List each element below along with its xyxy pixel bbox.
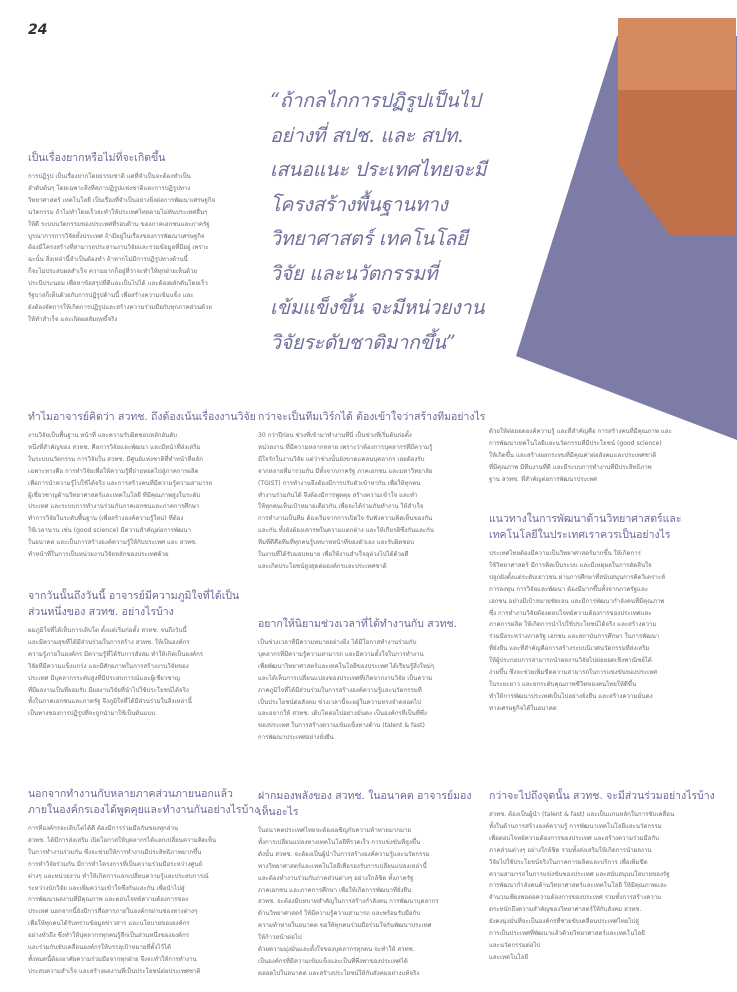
section-heading: กว่าจะเป็นทีมเวิร์กได้ ต้องเข้าใจว่าสร้างทีมอย่างไร xyxy=(258,411,486,423)
section-10 xyxy=(489,788,715,964)
section-heading: ทำไมอาจารย์คิดว่า สวทช. ถึงต้องเน้นเรื่องงานวิจัย xyxy=(28,411,256,423)
section-heading: ฝากมองพลังของ สวทช. ในอนาคต อาจารย์มอง เห็นอะไร xyxy=(258,790,472,818)
section-body: การที่องค์กรจะเติบโตได้ดี ต้องมีการร่วมมือกันของทุกส่วน สวทช. ได้มีการส่งเสริม เปิดโอกาสให้บุคลากรได้แลกเปลี่ยนความคิดเห็น ในการทำงานร่วมกัน ซึ่งจะช่วยให้การทำงานมีประสิทธิภาพมากขึ้น การทำวิจัยร่วมกัน มีการทำโครงการที่เป็นความร่วมมือระหว่างศูนย์ ต่างๆ และหน่วยงาน ทำให้เกิดการแลกเปลี่ยนความรู้และประสบการณ์ ระหว่างนักวิจัย และเพิ่มความเข้าใจซึ่งกันและกัน เพื่อนำไปสู่ การพัฒนาผลงานที่มีคุณภาพ และตอบโจทย์ความต้องการของ ประเทศ นอกจากนี้ยังมีการสื่อสารภายในองค์กรผ่านช่องทางต่างๆ เพื่อให้ทุกคนได้รับทราบข้อมูลข่าวสาร และนโยบายขององค์กร อย่างทั่วถึง ซึ่งทำให้บุคลากรทุกคนรู้สึกเป็นส่วนหนึ่งขององค์กร และร่วมกันขับเคลื่อนองค์กรให้บรรลุเป้าหมายที่ตั้งไว้ได้ ทั้งหมดนี้ต้องอาศัยความร่วมมือจากทุกฝ่าย จึงจะทำให้การทำงาน ประสบความสำเร็จ และสร้างผลงานที่เป็นประโยชน์ต่อประเทศชาติ xyxy=(28,825,217,975)
section-heading: เป็นเรื่องยากหรือไม่ที่จะเกิดขึ้น xyxy=(28,152,166,164)
pull-quote-line: อย่างที่ สปช. และ สปท. xyxy=(270,123,464,147)
pull-quote-line: วิจัย และนวัตกรรมที่ xyxy=(270,261,438,285)
pull-quote-line: วิจัยระดับชาติมากขึ้น” xyxy=(270,330,456,354)
section-heading: กว่าจะไปถึงจุดนั้น สวทช. จะมีส่วนร่วมอย่างไรบ้าง xyxy=(489,790,715,802)
section-3 xyxy=(28,588,250,720)
section-body: ด้วยให้ต่อยอดองค์ความรู้ และที่สำคัญคือ การสร้างคนที่มีคุณภาพ และ การพัฒนาเทคโนโลยีและนวัตกรรมที่มีประโยชน์ (good science) ให้เกิดขึ้น และสร้างผลกระทบที่มีคุณค่าต่อสังคมและประเทศชาติ ที่มีคุณภาพ มีทีมงานที่ดี และมีระบบการทำงานที่มีประสิทธิภาพ ฐาน สวทช. ที่สำคัญต่อการพัฒนาประเทศ xyxy=(489,428,672,483)
pull-quote-line: โครงสร้างพื้นฐานทาง xyxy=(270,192,448,216)
section-body: การปฏิรูป เป็นเรื่องยากโดยธรรมชาติ แต่ที่จำเป็นจะต้องทำเป็น ลำดับต้นๆ โดยเฉพาะสิ่งที่สภาปฏิรูปแห่งชาติและการปฏิรูปทาง วิทยาศาสตร์ เทคโนโลยี เป็นเรื่องที่จำเป็นอย่างยิ่งต่อการพัฒนาเศรษฐกิจ นวัตกรรม ถ้าไม่ทำโดยเร็วจะทำให้ประเทศไทยตามไม่ทันประเทศอื่นๆ ให้ดี ระบบนวัตกรรมของประเทศที่รอบด้าน ของภาคเอกชนและภาครัฐ บูรณาการการวิจัยทั้งประเทศ ถ้ามีอยู่ในเรื่องของการพัฒนาเศรษฐกิจ ต้องมีโครงสร้างที่สามารถประสานงานวิจัยและรวมข้อมูลที่มีอยู่ เพราะ ฉะนั้น สิ่งเหล่านี้จำเป็นต้องทำ ถ้าหากไม่มีการปฏิรูปทางด้านนี้ ก็จะไม่ประสบผลสำเร็จ ความยากก็อยู่ที่ว่าจะทำให้ทุกฝ่ายเห็นด้วย ประนีประนอม เพื่อหาข้อสรุปที่ดีและเป็นไปได้ และต้องผลักดันโดยเร็ว รัฐบาลก็เห็นด้วยกับการปฏิรูปด้านนี้ เพื่อสร้างความเข้มแข็ง และ ยังต้องจัดการให้เกิดการปฏิรูปและสร้างความร่วมมือกับทุกภาคส่วนด้วย ให้ทำสำเร็จ และเกิดผลสัมฤทธิ์จริง xyxy=(28,173,216,323)
section-1 xyxy=(28,150,250,326)
section-heading: อยากให้นิยามช่วงเวลาที่ได้ทำงานกับ สวทช. xyxy=(258,618,457,630)
section-2 xyxy=(28,409,256,561)
section-5 xyxy=(258,409,486,573)
section-4 xyxy=(28,786,260,978)
section-body: 30 กว่าปีก่อน ช่วงที่เข้ามาทำงานที่นี่ เป็นช่วงที่เริ่มต้นก่อตั้ง หน่วยงาน ที่มีความหลากหลาย เพราะว่าต้องการบุคลากรที่มีความรู้ มีใจรักในงานวิจัย แต่ว่าช่วงนั้นยังขาดแคลนบุคลากร เลยต้องรับ จากหลายที่มารวมกัน มีทั้งจากภาครัฐ ภาคเอกชน และมหาวิทยาลัย (TGIST) การทำงานจึงต้องมีการปรับตัวเข้าหากัน เพื่อให้ทุกคน ทำงานร่วมกันได้ จึงต้องมีการพูดคุย สร้างความเข้าใจ และทำ ให้ทุกคนเห็นเป้าหมายเดียวกัน เพื่อจะได้ร่วมกันทำงาน ให้สำเร็จ การทำงานเป็นทีม ต้องเริ่มจากการเปิดใจ รับฟังความคิดเห็นของกัน และกัน ทั้งยังต้องเคารพในความแตกต่าง และให้เกียรติซึ่งกันและกัน ทีมที่ดีคือทีมที่ทุกคนรู้บทบาทหน้าที่ของตัวเอง และรับผิดชอบ ในงานที่ได้รับมอบหมาย เพื่อให้งานสำเร็จลุล่วงไปได้ด้วยดี และเกิดประโยชน์สูงสุดต่อองค์กรและประเทศชาติ xyxy=(258,432,434,570)
section-body: ในอนาคตประเทศไทยจะต้องเผชิญกับความท้าทายมากมาย ทั้งการเปลี่ยนแปลงทางเทคโนโลยีที่รวดเร็ว การแข่งขันที่สูงขึ้น ดังนั้น สวทช. จะต้องเป็นผู้นำในการสร้างองค์ความรู้และนวัตกรรม ทางวิทยาศาสตร์และเทคโนโลยีเพื่อรองรับการเปลี่ยนแปลงเหล่านี้ และต้องทำงานร่วมกับภาคส่วนต่างๆ อย่างใกล้ชิด ทั้งภาครัฐ ภาคเอกชน และภาคการศึกษา เพื่อให้เกิดการพัฒนาที่ยั่งยืน สวทช. จะต้องมีบทบาทสำคัญในการสร้างกำลังคน การพัฒนาบุคลากร ด้านวิทยาศาสตร์ ให้มีความรู้ความสามารถ และพร้อมรับมือกับ ความท้าทายในอนาคต ขอให้ทุกคนร่วมมือร่วมใจกันพัฒนาประเทศ ให้ก้าวหน้าต่อไป ด้วยความมุ่งมั่นและตั้งใจของบุคลากรทุกคน จะทำให้ สวทช. เป็นองค์กรที่มีความเข้มแข็งและเป็นที่พึ่งพาของประเทศได้ ตลอดไปในอนาคต และสร้างประโยชน์ให้กับสังคมอย่างแท้จริง xyxy=(258,827,439,977)
section-heading: จากวันนั้นถึงวันนี้ อาจารย์มีความภูมิใจที่ได้เป็น ส่วนหนึ่งของ สวทช. อย่างไรบ้าง xyxy=(28,590,240,618)
pull-quote xyxy=(270,84,550,360)
pull-quote-line: “ถ้ากลไกการปฏิรูปเป็นไป xyxy=(270,89,481,112)
page-number: 24 xyxy=(28,22,48,38)
section-body: เป็นช่วงเวลาที่มีความหมายอย่างยิ่ง ได้มีโอกาสทำงานร่วมกับ บุคลากรที่มีความรู้ความสามารถ และมีความตั้งใจในการทำงาน เพื่อพัฒนาวิทยาศาสตร์และเทคโนโลยีของประเทศ ได้เรียนรู้สิ่งใหม่ๆ และได้เห็นการเปลี่ยนแปลงของประเทศที่เกิดจากงานวิจัย เป็นความ ภาคภูมิใจที่ได้มีส่วนร่วมในการสร้างองค์ความรู้และนวัตกรรมที่ เป็นประโยชน์ต่อสังคม ช่วงเวลานี้จะอยู่ในความทรงจำตลอดไป และอยากให้ สวทช. เติบโตต่อไปอย่างมั่นคง เป็นองค์กรที่เป็นที่พึ่ง ของประเทศ ในการสร้างความเข้มแข็งทางด้าน (talent & fast) การพัฒนาประเทศอย่างยั่งยืน xyxy=(258,639,435,742)
orange-square-top xyxy=(618,18,736,90)
section-heading: แนวทางในการพัฒนาด้านวิทยาศาสตร์และ เทคโนโลยีในประเทศเราควรเป็นอย่างไร xyxy=(489,513,682,541)
section-6 xyxy=(258,616,480,744)
section-body: งานวิจัยเป็นพื้นฐาน หน้าที่ และความรับผิดชอบหลักอันดับ หนึ่งที่สำคัญของ สวทช. คือการวิจัยและพัฒนา และมีหน้าที่ส่งเสริม ในระบบนวัตกรรม การวิจัยใน สวทช. มีศูนย์แห่งชาติที่ทำหน้าที่หลัก เฉพาะทางคือ การทำวิจัยเพื่อให้ความรู้ที่ถ่ายทอดไปสู่ภาคการผลิต เพื่อการนำความรู้ไปใช้ได้จริง และการสร้างคนที่มีความรู้ความสามารถ ผู้เชี่ยวชาญด้านวิทยาศาสตร์และเทคโนโลยี ที่มีคุณภาพสูงในระดับ ประเทศ และระบบการทำงานร่วมกับภาคเอกชนและภาคการศึกษา ทำการวิจัยในระดับพื้นฐาน (เพื่อสร้างองค์ความรู้ใหม่) ที่ต้อง ใช้เวลานาน เช่น (good science) มีความสำคัญต่อการพัฒนา ในอนาคต และเป็นการสร้างองค์ความรู้ให้กับประเทศ และ สวทช. ทำหน้าที่ในการเป็นหน่วยงานวิจัยหลักของประเทศด้วย xyxy=(28,432,213,559)
section-body: ผมภูมิใจที่ได้เห็นการเติบโต ตั้งแต่เริ่มก่อตั้ง สวทช. จนถึงวันนี้ และมีความสุขที่ได้มีส่วนร่วมในการสร้าง สวทช. ให้เป็นองค์กร ความรู้ภายในองค์กร มีความรู้ที่ได้รับการสั่งสม ทำให้เกิดเป็นองค์กร วิจัยที่มีความแข็งแกร่ง และมีศักยภาพในการสร้างงานวิจัยของ ประเทศ มีบุคลากรระดับสูงที่มีประสบการณ์และผู้เชี่ยวชาญ ที่มีผลงานเป็นที่ยอมรับ มีผลงานวิจัยที่นำไปใช้ประโยชน์ได้จริง ทั้งในภาคเอกชนและภาครัฐ จึงภูมิใจที่ได้มีส่วนร่วมในสิ่งเหล่านี้ เป็นทางชองการปฏิรูปที่จะถูกนำมาใช้เป็นต้นแบบ xyxy=(28,627,204,718)
section-body: ประเทศไทยต้องมีความเป็นวิทยาศาสตร์มากขึ้น ให้เกิดการ ใช้วิทยาศาสตร์ มีการคิดเป็นระบบ และมีเหตุผลในการตัดสินใจ ปลูกฝังตั้งแต่ระดับเยาวชน ผ่านการศึกษาที่สนับสนุนการคิดวิเคราะห์ การลงทุน การวิจัยและพัฒนา ต้องมีมากขึ้นทั้งจากภาครัฐและ เอกชน อย่างมีเป้าหมายชัดเจน และมีการพัฒนากำลังคนที่มีคุณภาพ ซึ่ง การทำงานวิจัยต้องตอบโจทย์ความต้องการของประเทศและ ภาคการผลิต ให้เกิดการนำไปใช้ประโยชน์ได้จริง และสร้างความ ร่วมมือระหว่างภาครัฐ เอกชน และสถาบันการศึกษา ในการพัฒนา ที่ยั่งยืน และที่สำคัญคือการสร้างระบบนิเวศนวัตกรรมที่ส่งเสริม ให้ผู้ประกอบการสามารถนำผลงานวิจัยไปต่อยอดเชิงพาณิชย์ได้ ง่ายขึ้น ซึ่งจะช่วยเพิ่มขีดความสามารถในการแข่งขันของประเทศ ในระยะยาว และยกระดับคุณภาพชีวิตของคนไทยให้ดีขึ้น ทำให้การพัฒนาประเทศเป็นไปอย่างยั่งยืน และสร้างความมั่นคง ทางเศรษฐกิจได้ในอนาคต xyxy=(489,550,666,712)
pull-quote-line: เข้มแข็งขึ้น จะมีหน่วยงาน xyxy=(270,296,485,319)
section-9 xyxy=(489,511,711,715)
section-7 xyxy=(258,788,480,980)
pull-quote-line: วิทยาศาสตร์ เทคโนโลยี xyxy=(270,227,468,250)
pull-quote-line: เสนอแนะ ประเทศไทยจะมี xyxy=(270,158,487,181)
section-8 xyxy=(489,426,711,486)
section-body: สวทช. ต้องเป็นผู้นำ (talent & fast) และเป็นแกนหลักในการขับเคลื่อน ทั้งในด้านการสร้างองค์ความรู้ การพัฒนาเทคโนโลยีและนวัตกรรม เพื่อตอบโจทย์ความต้องการของประเทศ และสร้างความร่วมมือกับ ภาคส่วนต่างๆ อย่างใกล้ชิด รวมทั้งส่งเสริมให้เกิดการนำผลงาน วิจัยไปใช้ประโยชน์จริงในภาคการผลิตและบริการ เพื่อเพิ่มขีด ความสามารถในการแข่งขันของประเทศ และสนับสนุนนโยบายของรัฐ การพัฒนากำลังคนด้านวิทยาศาสตร์และเทคโนโลยี ให้มีคุณภาพและ จำนวนเพียงพอต่อความต้องการของประเทศ รวมทั้งการสร้างความ ตระหนักถึงความสำคัญของวิทยาศาสตร์ให้กับสังคม สวทช. ยังคงมุ่งมั่นที่จะเป็นองค์กรที่ช่วยขับเคลื่อนประเทศไทยไปสู่ การเป็นประเทศที่พัฒนาแล้วด้วยวิทยาศาสตร์และเทคโนโลยี และนวัตกรรมต่อไป และเทคโนโลยี xyxy=(489,811,675,961)
section-heading: นอกจากทำงานกับหลายภาคส่วนภายนอกแล้ว ภายในองค์กรเองได้พูดคุยและทำงานกันอย่างไรบ้าง xyxy=(28,788,260,816)
